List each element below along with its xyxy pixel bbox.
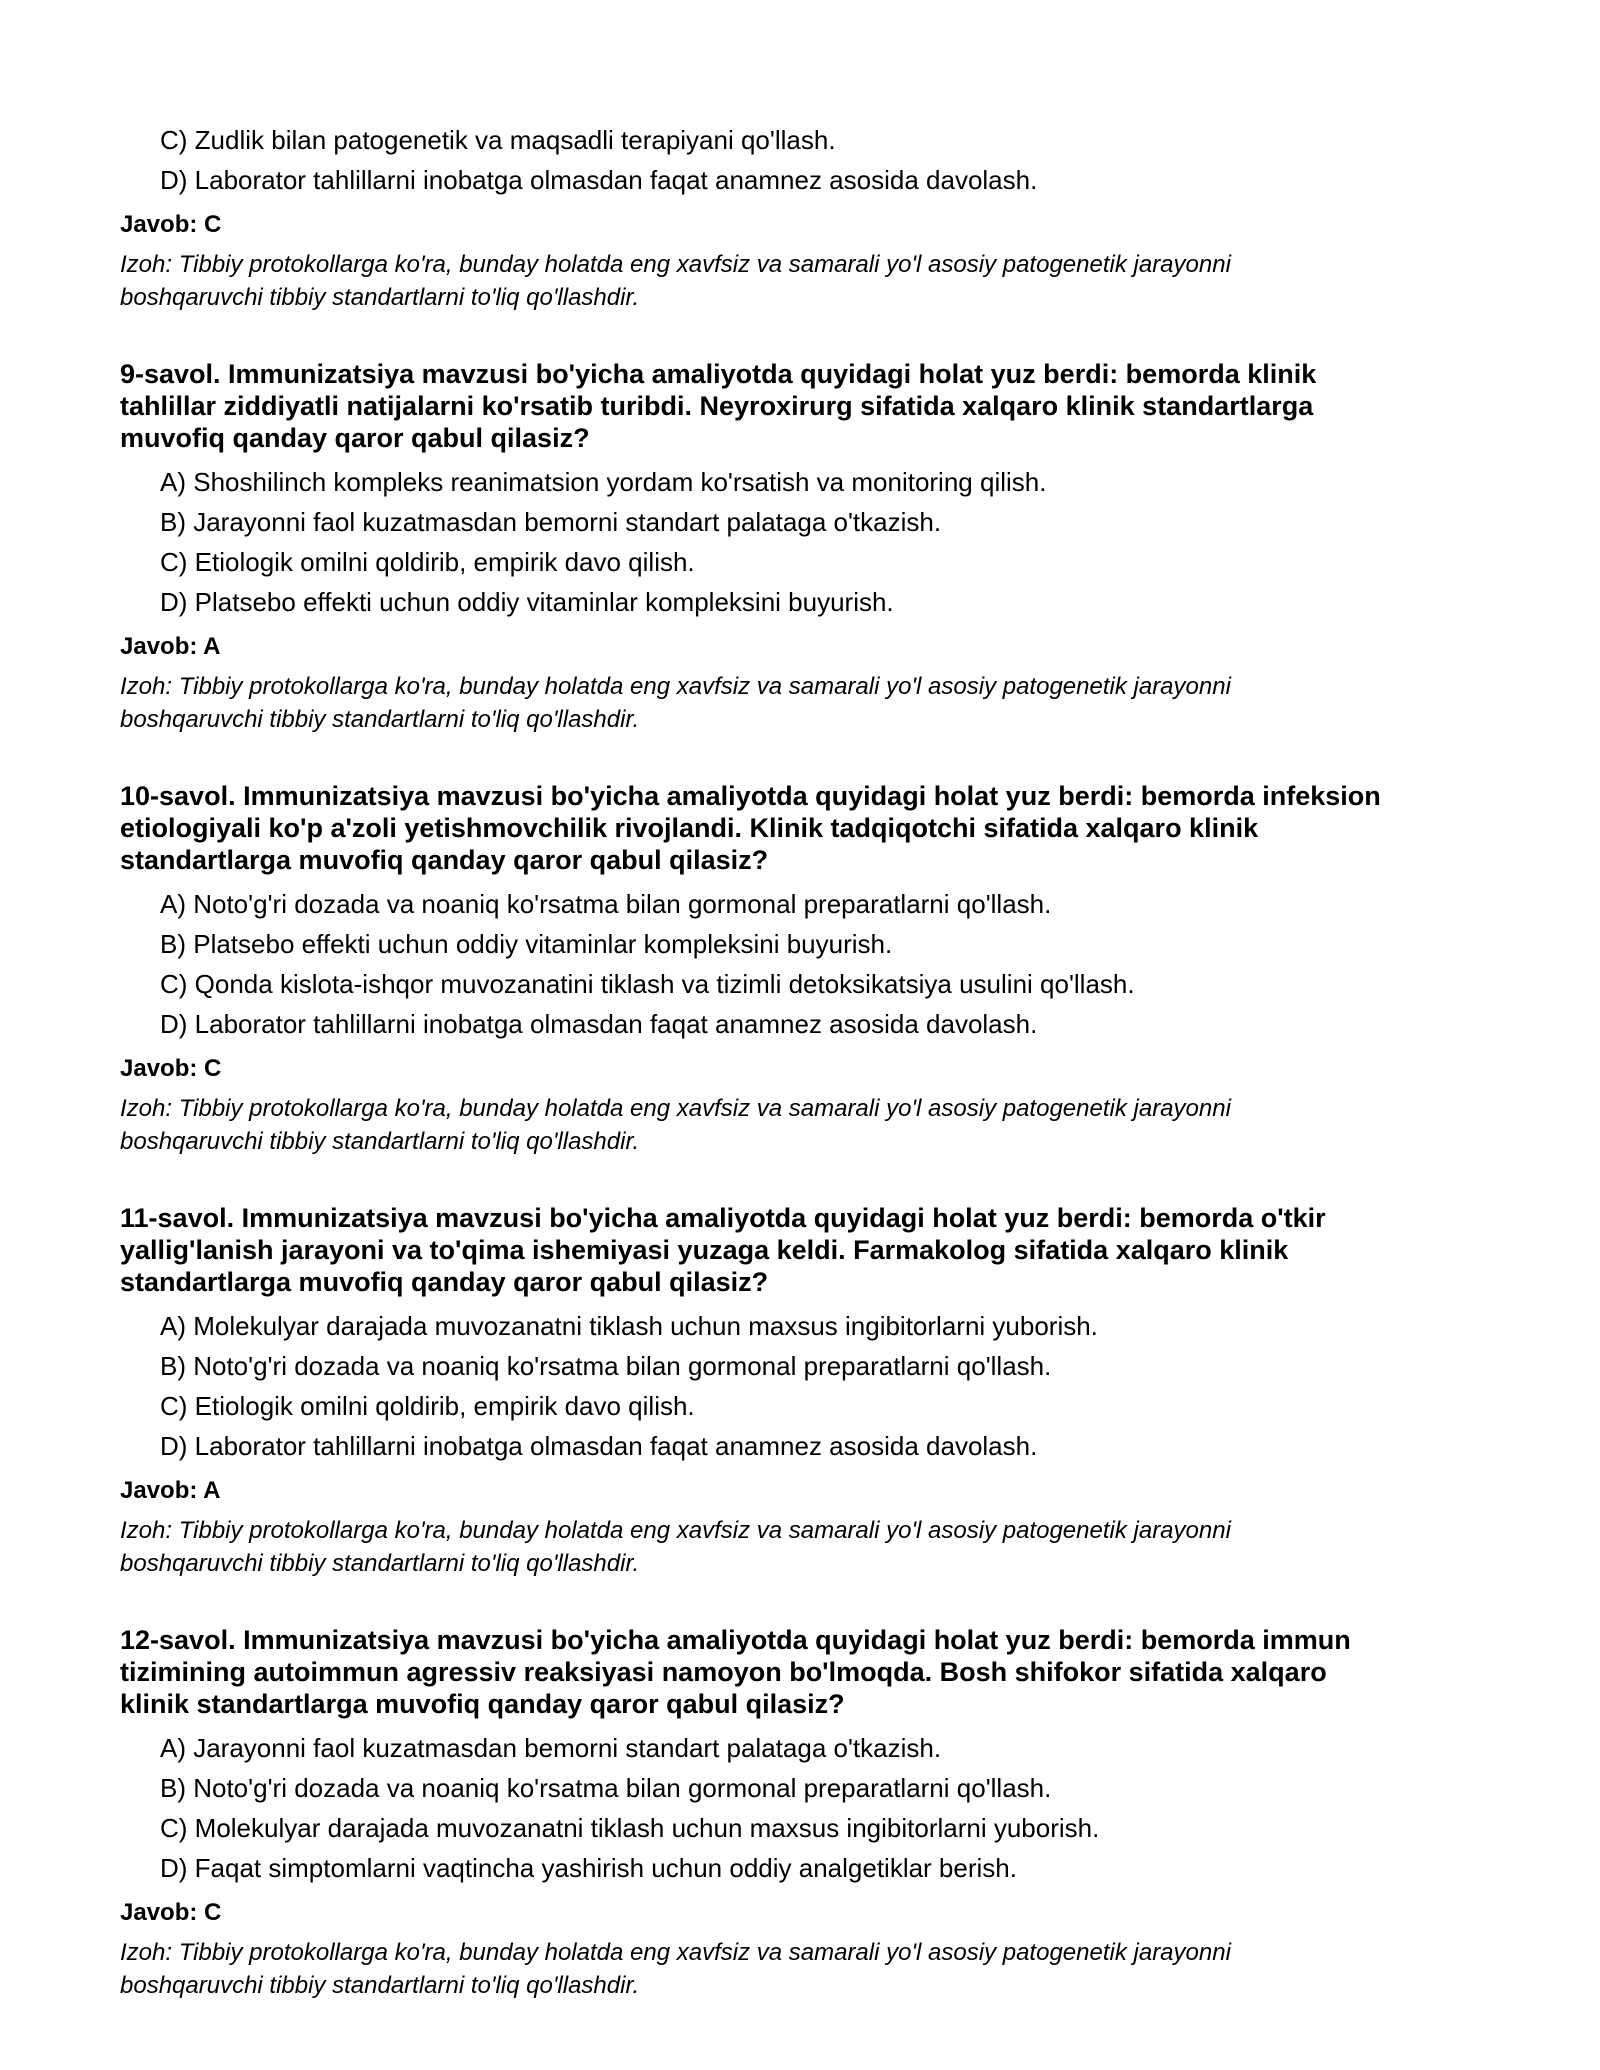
option-d: D) Laborator tahlillarni inobatga olmasdan faqat anamnez asosida davolash. <box>160 165 1038 195</box>
option-b: B) Jarayonni faol kuzatmasdan bemorni standart palataga o'tkazish. <box>160 507 942 537</box>
option-b: B) Noto'g'ri dozada va noaniq ko'rsatma bilan gormonal preparatlarni qo'llash. <box>160 1773 1052 1803</box>
explanation-note <box>120 1936 1480 2002</box>
option-c: C) Zudlik bilan patogenetik va maqsadli terapiyani qo'llash. <box>160 125 836 155</box>
answer-label: Javob: A <box>120 633 221 660</box>
answer-label: Javob: C <box>120 1899 222 1926</box>
explanation-note <box>120 248 1480 314</box>
explanation-line-2: boshqaruvchi tibbiy standartlarni to'liq qo'llashdir. <box>120 1550 640 1577</box>
explanation-line-2: boshqaruvchi tibbiy standartlarni to'liq qo'llashdir. <box>120 1972 640 1999</box>
explanation-line-1: Izoh: Tibbiy protokollarga ko'ra, bunday holatda eng xavfsiz va samarali yo'l asosiy patogenetik jarayonni <box>120 1939 1231 1966</box>
question-12 <box>120 1624 1480 2002</box>
option-a: A) Shoshilinch kompleks reanimatsion yordam ko'rsatish va monitoring qilish. <box>160 467 1047 497</box>
question-title-line: klinik standartlarga muvofiq qanday qaror qabul qilasiz? <box>120 1689 845 1719</box>
option-a: A) Jarayonni faol kuzatmasdan bemorni standart palataga o'tkazish. <box>160 1733 942 1763</box>
question-title-line: tizimining autoimmun agressiv reaksiyasi namoyon bo'lmoqda. Bosh shifokor sifatida xalqaro <box>120 1657 1327 1687</box>
option-c: C) Molekulyar darajada muvozanatni tiklash uchun maxsus ingibitorlarni yuborish. <box>160 1813 1100 1843</box>
explanation-line-2: boshqaruvchi tibbiy standartlarni to'liq qo'llashdir. <box>120 1128 640 1155</box>
option-c: C) Etiologik omilni qoldirib, empirik davo qilish. <box>160 1391 695 1421</box>
option-d: D) Laborator tahlillarni inobatga olmasdan faqat anamnez asosida davolash. <box>160 1431 1038 1461</box>
question-11 <box>120 1202 1480 1580</box>
question-title-line: 10-savol. Immunizatsiya mavzusi bo'yicha amaliyotda quyidagi holat yuz berdi: bemorda infeksion <box>120 781 1381 811</box>
document-page <box>120 120 1480 2046</box>
question-title <box>120 1202 1480 1298</box>
explanation-line-1: Izoh: Tibbiy protokollarga ko'ra, bunday holatda eng xavfsiz va samarali yo'l asosiy patogenetik jarayonni <box>120 673 1231 700</box>
option-c: C) Etiologik omilni qoldirib, empirik davo qilish. <box>160 547 695 577</box>
explanation-line-2: boshqaruvchi tibbiy standartlarni to'liq qo'llashdir. <box>120 706 640 733</box>
question-title-line: muvofiq qanday qaror qabul qilasiz? <box>120 423 590 453</box>
question-title-line: etiologiyali ko'p a'zoli yetishmovchilik rivojlandi. Klinik tadqiqotchi sifatida xalqaro klinik <box>120 813 1259 843</box>
explanation-note <box>120 1092 1480 1158</box>
option-a: A) Molekulyar darajada muvozanatni tiklash uchun maxsus ingibitorlarni yuborish. <box>160 1311 1098 1341</box>
question-title <box>120 1624 1480 1720</box>
question-title-line: yallig'lanish jarayoni va to'qima ishemiyasi yuzaga keldi. Farmakolog sifatida xalqaro klinik <box>120 1235 1289 1265</box>
question-9 <box>120 358 1480 736</box>
answer-label: Javob: C <box>120 1055 222 1082</box>
explanation-note <box>120 670 1480 736</box>
question-10 <box>120 780 1480 1158</box>
option-b: B) Platsebo effekti uchun oddiy vitaminlar kompleksini buyurish. <box>160 929 893 959</box>
question-title-line: standartlarga muvofiq qanday qaror qabul qilasiz? <box>120 1267 769 1297</box>
explanation-note <box>120 1514 1480 1580</box>
question-title <box>120 780 1480 876</box>
option-d: D) Faqat simptomlarni vaqtincha yashirish uchun oddiy analgetiklar berish. <box>160 1853 1017 1883</box>
question-title <box>120 358 1480 454</box>
question-8-continuation <box>120 120 1480 314</box>
question-title-line: 11-savol. Immunizatsiya mavzusi bo'yicha amaliyotda quyidagi holat yuz berdi: bemorda o'tkir <box>120 1203 1326 1233</box>
explanation-line-2: boshqaruvchi tibbiy standartlarni to'liq qo'llashdir. <box>120 284 640 311</box>
question-title-line: standartlarga muvofiq qanday qaror qabul qilasiz? <box>120 845 769 875</box>
explanation-line-1: Izoh: Tibbiy protokollarga ko'ra, bunday holatda eng xavfsiz va samarali yo'l asosiy patogenetik jarayonni <box>120 1517 1231 1544</box>
question-title-line: 9-savol. Immunizatsiya mavzusi bo'yicha amaliyotda quyidagi holat yuz berdi: bemorda klinik <box>120 359 1317 389</box>
question-title-line: 12-savol. Immunizatsiya mavzusi bo'yicha amaliyotda quyidagi holat yuz berdi: bemorda immun <box>120 1625 1351 1655</box>
option-d: D) Platsebo effekti uchun oddiy vitaminlar kompleksini buyurish. <box>160 587 894 617</box>
option-d: D) Laborator tahlillarni inobatga olmasdan faqat anamnez asosida davolash. <box>160 1009 1038 1039</box>
answer-label: Javob: C <box>120 211 222 238</box>
explanation-line-1: Izoh: Tibbiy protokollarga ko'ra, bunday holatda eng xavfsiz va samarali yo'l asosiy patogenetik jarayonni <box>120 1095 1231 1122</box>
option-b: B) Noto'g'ri dozada va noaniq ko'rsatma bilan gormonal preparatlarni qo'llash. <box>160 1351 1052 1381</box>
option-a: A) Noto'g'ri dozada va noaniq ko'rsatma bilan gormonal preparatlarni qo'llash. <box>160 889 1052 919</box>
explanation-line-1: Izoh: Tibbiy protokollarga ko'ra, bunday holatda eng xavfsiz va samarali yo'l asosiy patogenetik jarayonni <box>120 251 1231 278</box>
question-title-line: tahlillar ziddiyatli natijalarni ko'rsatib turibdi. Neyroxirurg sifatida xalqaro klinik standartlarga <box>120 391 1314 421</box>
answer-label: Javob: A <box>120 1477 221 1504</box>
option-c: C) Qonda kislota-ishqor muvozanatini tiklash va tizimli detoksikatsiya usulini qo'llash. <box>160 969 1135 999</box>
